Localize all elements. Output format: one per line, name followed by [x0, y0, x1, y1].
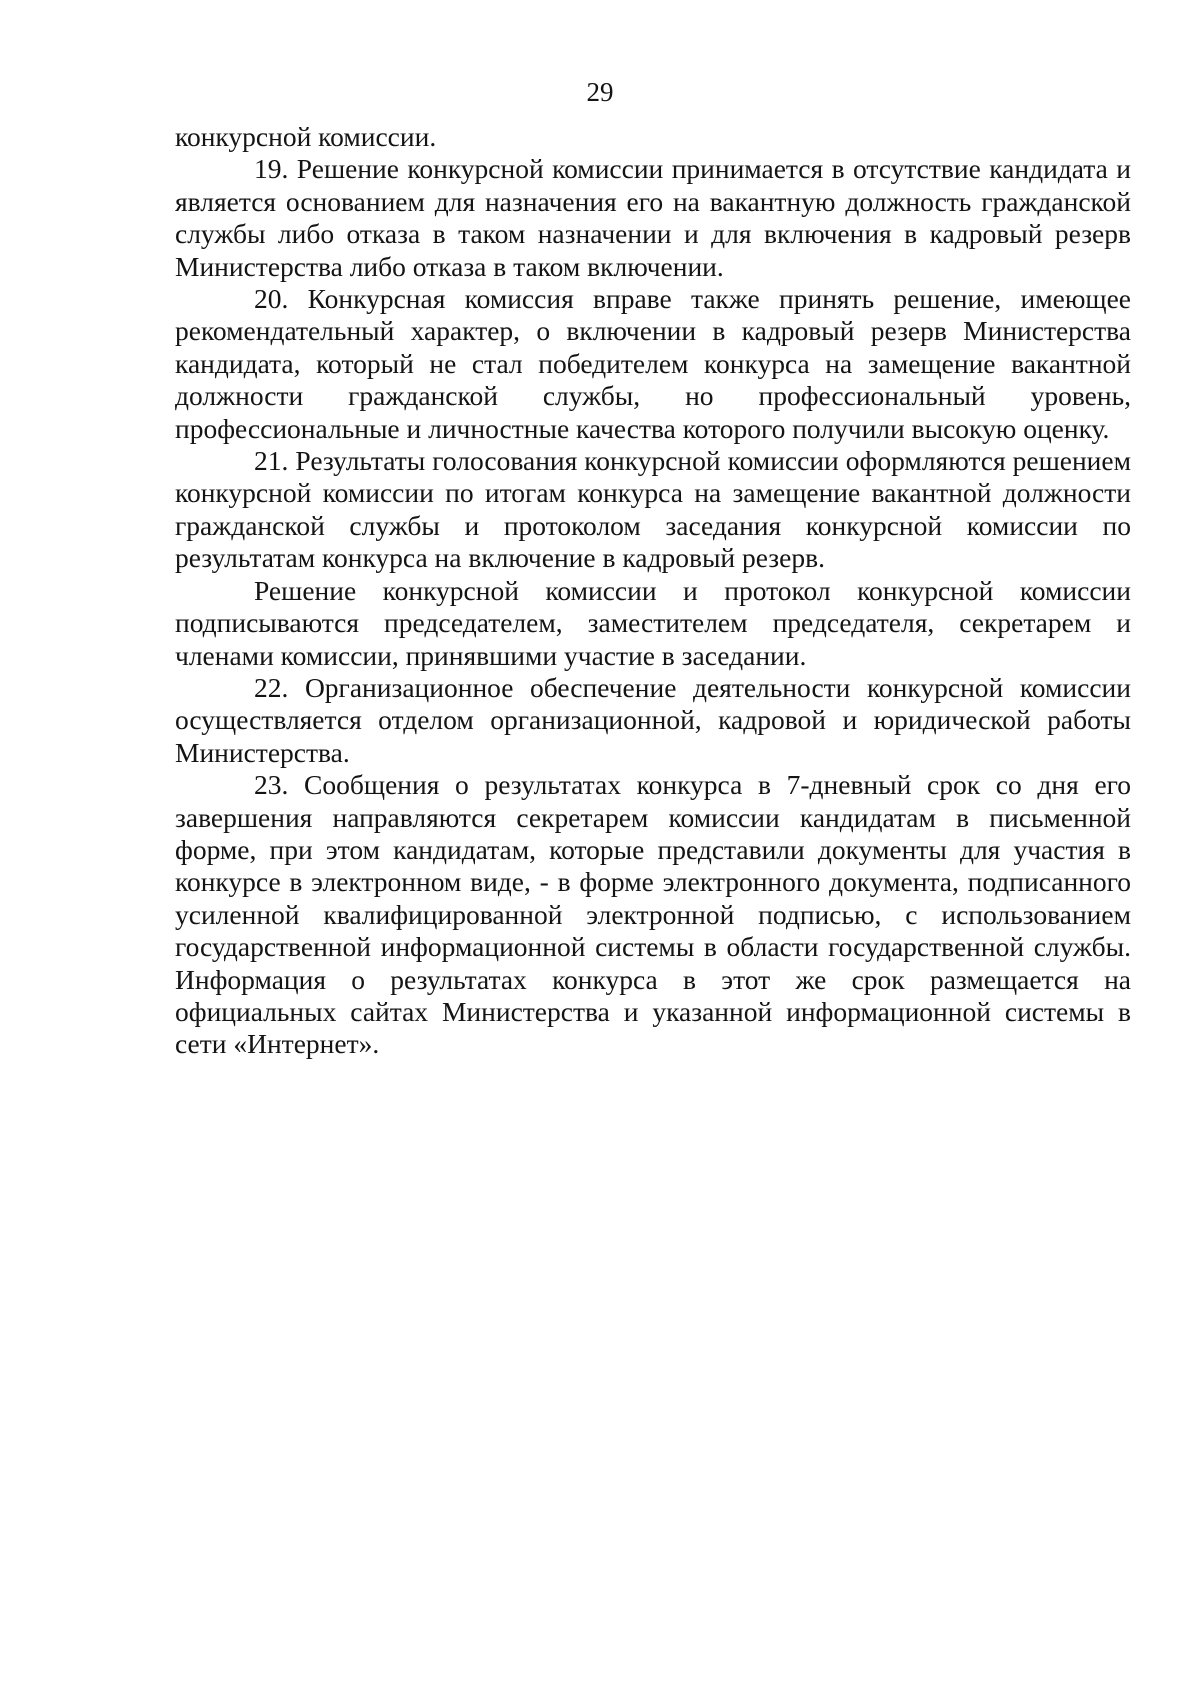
- page-number: 29: [586, 77, 614, 107]
- paragraph-item-20: 20. Конкурсная комиссия вправе также принять решение, имеющее рекомендательный характер, о включении в кадровый резерв Министерства кандидата, который не стал победителем конкурса на замещение вакантной должности гражданской службы, но профессиональный уровень, профессиональные и личностные качества которого получили высокую оценку.: [175, 283, 1131, 444]
- paragraph-item-21-signing: Решение конкурсной комиссии и протокол конкурсной комиссии подписываются председателем, заместителем председателя, секретарем и членами комиссии, принявшими участие в заседании.: [175, 574, 1131, 671]
- paragraph-item-22: 22. Организационное обеспечение деятельности конкурсной комиссии осуществляется отделом организационной, кадровой и юридической работы Министерства.: [175, 671, 1131, 768]
- paragraph-continuation: конкурсной комиссии.: [175, 121, 437, 152]
- paragraph-item-21: 21. Результаты голосования конкурсной комиссии оформляются решением конкурсной комиссии по итогам конкурса на замещение вакантной должности гражданской службы и протоколом заседания конкурсной комиссии по результатам конкурса на включение в кадровый резерв.: [175, 445, 1131, 574]
- paragraph-item-23: 23. Сообщения о результатах конкурса в 7-дневный срок со дня его завершения направляются секретарем комиссии кандидатам в письменной форме, при этом кандидатам, которые представили документы для участия в конкурсе в электронном виде, - в форме электронного документа, подписанного усиленной квалифицированной электронной подписью, с использованием государственной информационной системы в области государственной службы. Информация о результатах конкурса в этот же срок размещается на официальных сайтах Министерства и указанной информационной системы в сети «Интернет».: [175, 769, 1131, 1060]
- paragraph-item-19: 19. Решение конкурсной комиссии принимается в отсутствие кандидата и является основанием для назначения его на вакантную должность гражданской службы либо отказа в таком назначении и для включения в кадровый резерв Министерства либо отказа в таком включении.: [175, 153, 1131, 282]
- document-body: [175, 121, 1131, 1061]
